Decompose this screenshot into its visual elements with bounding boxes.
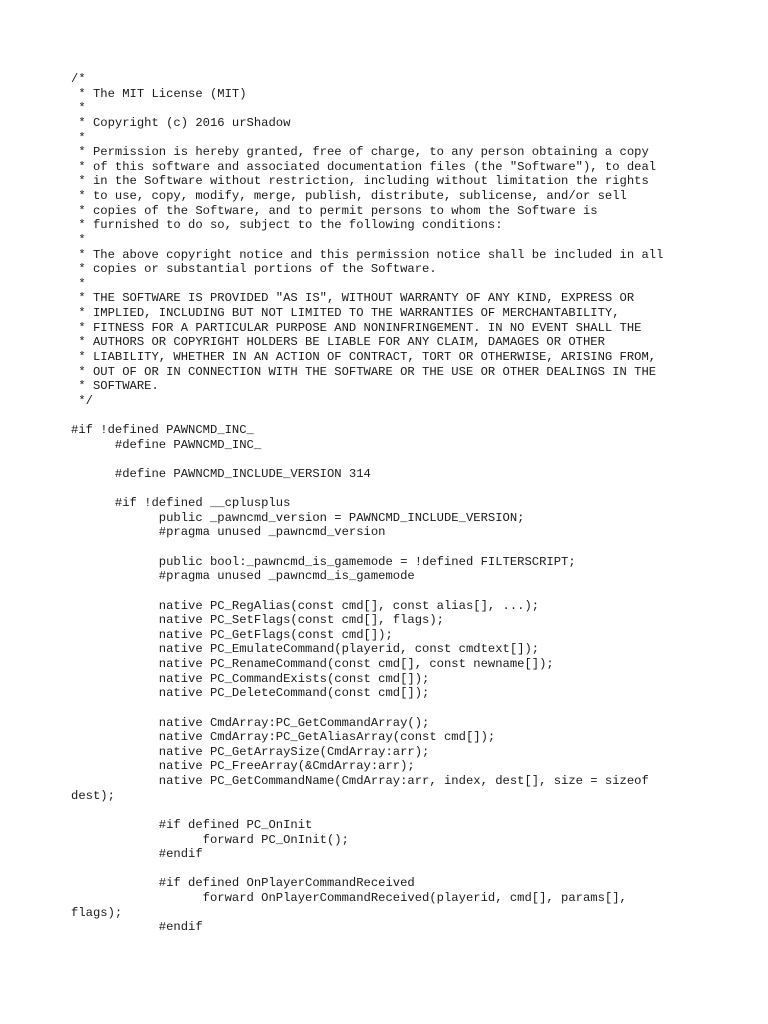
code-line: * copies or substantial portions of the Software. [71, 262, 437, 277]
code-line [71, 482, 761, 497]
code-line: */ [71, 393, 93, 408]
code-line: native CmdArray:PC_GetAliasArray(const cmd[]); [71, 730, 496, 745]
code-line: #if !defined __cplusplus [71, 496, 291, 511]
code-line: native PC_SetFlags(const cmd[], flags); [71, 613, 444, 628]
code-line [71, 540, 761, 555]
code-line [71, 803, 761, 818]
code-line: native PC_GetArraySize(CmdArray:arr); [71, 744, 430, 759]
code-line: * SOFTWARE. [71, 379, 159, 394]
code-line: * THE SOFTWARE IS PROVIDED "AS IS", WITHOUT WARRANTY OF ANY KIND, EXPRESS OR [71, 291, 635, 306]
code-line: dest); [71, 788, 115, 803]
code-line: native PC_DeleteCommand(const cmd[]); [71, 686, 430, 701]
code-line: * [71, 276, 86, 291]
code-line: flags); [71, 905, 123, 920]
code-line: * [71, 130, 86, 145]
code-line: * in the Software without restriction, including without limitation the rights [71, 174, 649, 189]
code-line: #define PAWNCMD_INCLUDE_VERSION 314 [71, 466, 371, 481]
code-line: forward PC_OnInit(); [71, 832, 349, 847]
code-line: native PC_FreeArray(&CmdArray:arr); [71, 759, 415, 774]
code-line [71, 584, 761, 599]
code-line: * Permission is hereby granted, free of charge, to any person obtaining a copy [71, 145, 649, 160]
code-line [71, 408, 761, 423]
code-line: * copies of the Software, and to permit persons to whom the Software is [71, 203, 598, 218]
code-line: #define PAWNCMD_INC_ [71, 437, 262, 452]
code-line: /* [71, 72, 86, 86]
code-line [71, 452, 761, 467]
code-line [71, 701, 761, 716]
code-line: * furnished to do so, subject to the following conditions: [71, 218, 503, 233]
code-line: public bool:_pawncmd_is_gamemode = !defined FILTERSCRIPT; [71, 554, 576, 569]
code-line: * The MIT License (MIT) [71, 86, 247, 101]
code-line: * LIABILITY, WHETHER IN AN ACTION OF CONTRACT, TORT OR OTHERWISE, ARISING FROM, [71, 349, 657, 364]
code-line: native PC_GetCommandName(CmdArray:arr, index, dest[], size = sizeof [71, 774, 649, 788]
code-line: native PC_CommandExists(const cmd[]); [71, 671, 430, 686]
code-line [71, 862, 761, 877]
code-line: public _pawncmd_version = PAWNCMD_INCLUDE_VERSION; [71, 510, 525, 525]
code-line: * FITNESS FOR A PARTICULAR PURPOSE AND NONINFRINGEMENT. IN NO EVENT SHALL THE [71, 320, 642, 335]
code-line: #pragma unused _pawncmd_version [71, 525, 386, 540]
code-line: * to use, copy, modify, merge, publish, distribute, sublicense, and/or sell [71, 189, 627, 203]
code-line: #endif [71, 920, 203, 935]
code-line: native PC_EmulateCommand(playerid, const cmdtext[]); [71, 642, 540, 657]
code-line: * AUTHORS OR COPYRIGHT HOLDERS BE LIABLE FOR ANY CLAIM, DAMAGES OR OTHER [71, 335, 605, 350]
code-line: #pragma unused _pawncmd_is_gamemode [71, 569, 415, 584]
code-line: native PC_RegAlias(const cmd[], const alias[], ...); [71, 598, 540, 613]
code-line: #endif [71, 847, 203, 862]
code-line: * [71, 232, 86, 247]
code-line: * OUT OF OR IN CONNECTION WITH THE SOFTWARE OR THE USE OR OTHER DEALINGS IN THE [71, 364, 657, 379]
code-line: #if !defined PAWNCMD_INC_ [71, 423, 254, 437]
code-line: forward OnPlayerCommandReceived(playerid, cmd[], params[], [71, 891, 627, 905]
code-line: native CmdArray:PC_GetCommandArray(); [71, 715, 430, 730]
code-line: #if defined OnPlayerCommandReceived [71, 876, 415, 891]
code-line: native PC_RenameCommand(const cmd[], const newname[]); [71, 657, 554, 671]
code-line: * [71, 101, 86, 116]
code-line: native PC_GetFlags(const cmd[]); [71, 627, 393, 642]
code-line: * IMPLIED, INCLUDING BUT NOT LIMITED TO THE WARRANTIES OF MERCHANTABILITY, [71, 306, 620, 320]
source-code-text [71, 72, 761, 935]
code-line: * The above copyright notice and this permission notice shall be included in all [71, 247, 664, 262]
code-line: * of this software and associated documentation files (the "Software"), to deal [71, 159, 657, 174]
code-line: #if defined PC_OnInit [71, 817, 313, 832]
code-line: * Copyright (c) 2016 urShadow [71, 115, 291, 130]
